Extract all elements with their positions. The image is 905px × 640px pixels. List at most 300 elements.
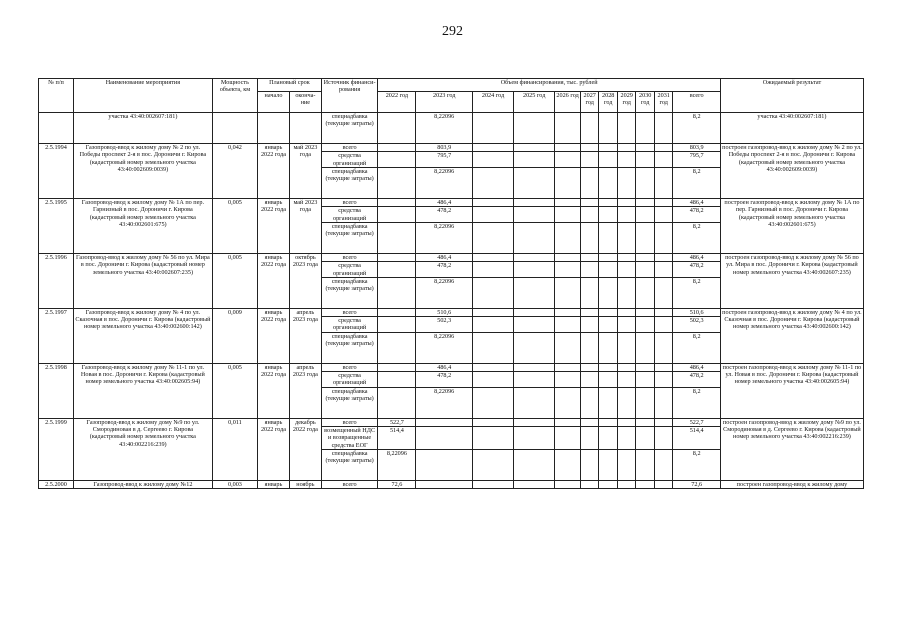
table-row [39,418,864,426]
value-empty [580,152,599,168]
value-empty [580,198,599,206]
value-2022 [378,253,416,261]
value-2022 [378,207,416,223]
value-empty [617,207,636,223]
continuation-source: спецнадбавка (текущие затраты) [321,113,378,144]
item-end: май 2023 года [289,144,321,199]
value-empty [636,418,655,426]
value-2022 [378,198,416,206]
header-year-10: всего [673,92,720,113]
source-cell: возмещенный НДС и возвращенные средства ЕОГ [321,427,378,450]
value-2022 [378,317,416,333]
value-total: 72,6 [673,480,720,488]
source-cell: спецнадбавка (текущие затраты) [321,277,378,308]
value-empty [617,449,636,480]
value-empty [636,480,655,488]
value-empty [514,253,555,261]
value-empty [514,262,555,278]
value-empty [617,480,636,488]
value-empty [654,308,673,316]
header-volume: Объем финансирования, тыс. рублей [378,79,721,92]
value-empty [654,317,673,333]
value-empty [555,262,581,278]
item-name: Газопровод-ввод к жилому дому №12 [73,480,212,488]
value-empty [617,363,636,371]
source-cell: спецнадбавка (текущие затраты) [321,449,378,480]
value-empty [617,253,636,261]
table-row [39,198,864,206]
value-empty [580,387,599,418]
value-empty [555,372,581,388]
value-empty [472,144,513,152]
value-empty [654,222,673,253]
source-cell: всего [321,198,378,206]
header-year-7: 2029 год [617,92,636,113]
item-start: январь 2022 года [258,198,290,253]
header-year-3: 2025 год [514,92,555,113]
value-empty [654,198,673,206]
value-empty [580,449,599,480]
value-empty [555,277,581,308]
value-empty [617,308,636,316]
value-2022: 72,6 [378,480,416,488]
continuation-total: 8,2 [673,113,720,144]
value-2023: 478,2 [416,262,473,278]
financing-table [38,78,864,489]
value-empty [514,372,555,388]
item-result: построен газопровод-ввод к жилому дому [720,480,863,488]
page-number: 292 [442,24,463,39]
value-empty [472,332,513,363]
value-empty [636,144,655,152]
value-empty [580,207,599,223]
value-empty [617,262,636,278]
item-name: Газопровод-ввод к жилому дому №9 по ул. Смородиновая в д. Сергеево г. Кирова (кадастровый номер земельного участка 43:40:002216:239) [73,418,212,480]
value-2023: 510,6 [416,308,473,316]
header-year-4: 2026 год [555,92,581,113]
source-cell: спецнадбавка (текущие затраты) [321,167,378,198]
value-empty [654,387,673,418]
value-empty [617,277,636,308]
value-2023: 8,22096 [416,387,473,418]
value-2022 [378,332,416,363]
value-empty [580,332,599,363]
value-empty [580,372,599,388]
item-start: январь 2022 года [258,418,290,480]
value-empty [599,144,618,152]
value-empty [599,363,618,371]
value-empty [599,387,618,418]
value-2023: 502,3 [416,317,473,333]
value-empty [580,418,599,426]
value-empty [580,480,599,488]
value-empty [599,167,618,198]
header-year-2: 2024 год [472,92,513,113]
value-empty [599,207,618,223]
header-source: Источник финанси-рования [321,79,378,113]
header-period: Плановый срок [258,79,322,92]
value-empty [472,167,513,198]
header-result: Ожидаемый результат [720,79,863,113]
value-empty [580,427,599,450]
value-empty [472,372,513,388]
value-2023: 486,4 [416,198,473,206]
continuation-2023: 8,22096 [416,113,473,144]
value-empty [654,449,673,480]
value-empty [636,332,655,363]
value-empty [654,207,673,223]
source-cell: всего [321,418,378,426]
source-cell: всего [321,253,378,261]
header-year-9: 2031 год [654,92,673,113]
value-empty [617,387,636,418]
value-empty [599,427,618,450]
item-name: Газопровод-ввод к жилому дому № 56 по ул. Мира в пос. Дороничи г. Кирова (кадастровый номер земельного участка 43:40:002607:235) [73,253,212,308]
source-cell: спецнадбавка (текущие затраты) [321,332,378,363]
item-number: 2.5.1998 [39,363,74,418]
value-empty [472,152,513,168]
header-start: начало [258,92,290,113]
value-2022: 8,22096 [378,449,416,480]
source-cell: средства организаций [321,372,378,388]
value-total: 795,7 [673,152,720,168]
value-total: 8,2 [673,387,720,418]
item-name: Газопровод-ввод к жилому дому № 2 по ул. Победы проспект 2-я в пос. Дороничи г. Кирова (кадастровый номер земельного участка 43:40:002609:0039) [73,144,212,199]
value-empty [514,144,555,152]
item-capacity: 0,011 [212,418,257,480]
value-empty [472,222,513,253]
value-empty [636,387,655,418]
value-empty [636,363,655,371]
item-result: построен газопровод-ввод к жилому дому №9 по ул. Смородиновая в д. Сергеево г. Кирова (кадастровый номер земельного участка 43:40:002216:239) [720,418,863,480]
value-total: 8,2 [673,332,720,363]
value-total: 478,2 [673,262,720,278]
value-2022 [378,277,416,308]
value-empty [654,418,673,426]
value-empty [617,332,636,363]
item-name: Газопровод-ввод к жилому дому № 11-1 по ул. Новая в пос. Дороничи г. Кирова (кадастровый номер земельного участка 43:40:002605:94) [73,363,212,418]
value-2023: 795,7 [416,152,473,168]
value-empty [555,144,581,152]
value-empty [555,427,581,450]
value-empty [599,222,618,253]
item-result: построен газопровод-ввод к жилому дому № 1А по пер. Гарнизный в пос. Дороничи г. Кирова (кадастровый номер земельного участка 43:40:002601:675) [720,198,863,253]
value-empty [555,207,581,223]
value-empty [472,480,513,488]
item-name: Газопровод-ввод к жилому дому № 1А по пер. Гарнизный в пос. Дороничи г. Кирова (кадастровый номер земельного участка 43:40:002601:675) [73,198,212,253]
value-empty [472,198,513,206]
value-total: 8,2 [673,167,720,198]
source-cell: средства организаций [321,207,378,223]
value-empty [654,363,673,371]
item-number: 2.5.1995 [39,198,74,253]
header-no: № п/п [39,79,74,113]
value-total: 486,4 [673,363,720,371]
value-2022 [378,363,416,371]
value-empty [599,152,618,168]
value-2022 [378,372,416,388]
value-empty [617,222,636,253]
value-empty [472,253,513,261]
value-empty [514,363,555,371]
value-empty [472,277,513,308]
value-empty [555,317,581,333]
item-number: 2.5.1999 [39,418,74,480]
item-capacity: 0,042 [212,144,257,199]
value-2023: 478,2 [416,372,473,388]
value-empty [514,332,555,363]
header-year-6: 2028 год [599,92,618,113]
value-empty [617,198,636,206]
continuation-row [39,113,864,144]
item-number: 2.5.1997 [39,308,74,363]
value-empty [654,152,673,168]
value-empty [580,262,599,278]
item-end: ноябрь [289,480,321,488]
value-empty [555,480,581,488]
value-total: 522,7 [673,418,720,426]
value-total: 514,4 [673,427,720,450]
value-2023: 486,4 [416,363,473,371]
value-empty [636,427,655,450]
item-start: январь 2022 года [258,253,290,308]
value-empty [555,253,581,261]
value-empty [654,332,673,363]
value-empty [617,152,636,168]
item-name: Газопровод-ввод к жилому дому № 4 по ул. Сказочная в пос. Дороничи г. Кирова (кадастровый номер земельного участка 43:40:002600:142) [73,308,212,363]
value-empty [514,427,555,450]
source-cell: средства организаций [321,262,378,278]
value-empty [514,418,555,426]
source-cell: всего [321,144,378,152]
value-empty [599,317,618,333]
value-empty [514,222,555,253]
value-empty [636,198,655,206]
value-empty [617,144,636,152]
value-empty [555,387,581,418]
value-total: 502,3 [673,317,720,333]
value-empty [636,372,655,388]
value-empty [555,167,581,198]
value-2022: 522,7 [378,418,416,426]
item-end: апрель 2023 года [289,363,321,418]
continuation-result: участка 43:40:002607:181) [720,113,863,144]
value-empty [599,262,618,278]
value-empty [599,253,618,261]
value-2023: 486,4 [416,253,473,261]
value-empty [654,277,673,308]
value-empty [514,449,555,480]
value-2022 [378,167,416,198]
value-2022 [378,152,416,168]
header-name: Наименование мероприятия [73,79,212,113]
value-2023 [416,449,473,480]
value-empty [636,449,655,480]
item-number: 2.5.1996 [39,253,74,308]
table-row [39,144,864,152]
item-start: январь 2022 года [258,144,290,199]
value-empty [654,480,673,488]
value-total: 8,2 [673,449,720,480]
value-empty [514,207,555,223]
source-cell: средства организаций [321,317,378,333]
value-empty [555,222,581,253]
value-empty [654,372,673,388]
item-capacity: 0,005 [212,363,257,418]
value-empty [636,207,655,223]
value-2022 [378,144,416,152]
value-empty [654,427,673,450]
item-start: январь 2022 года [258,308,290,363]
value-2023: 8,22096 [416,277,473,308]
value-empty [416,480,473,488]
value-2023: 8,22096 [416,222,473,253]
value-2023: 8,22096 [416,332,473,363]
value-empty [555,363,581,371]
value-empty [617,418,636,426]
value-empty [580,253,599,261]
value-empty [514,198,555,206]
value-empty [636,317,655,333]
value-empty [599,372,618,388]
value-empty [599,277,618,308]
value-total: 8,2 [673,277,720,308]
value-2022 [378,387,416,418]
value-2022 [378,262,416,278]
value-empty [654,262,673,278]
value-empty [617,427,636,450]
item-capacity: 0,009 [212,308,257,363]
value-empty [617,317,636,333]
value-empty [555,449,581,480]
value-empty [472,308,513,316]
value-empty [617,372,636,388]
item-capacity: 0,003 [212,480,257,488]
value-empty [636,262,655,278]
value-empty [580,277,599,308]
value-2023: 8,22096 [416,167,473,198]
value-empty [555,332,581,363]
value-total: 486,4 [673,253,720,261]
item-capacity: 0,005 [212,198,257,253]
value-empty [472,449,513,480]
table-row [39,363,864,371]
value-2023: 803,9 [416,144,473,152]
value-total: 510,6 [673,308,720,316]
value-empty [472,262,513,278]
value-empty [599,308,618,316]
value-empty [472,363,513,371]
value-empty [555,198,581,206]
item-result: построен газопровод-ввод к жилому дому № 4 по ул. Сказочная в пос. Дороничи г. Кирова (кадастровый номер земельного участка 43:40:002600:142) [720,308,863,363]
value-empty [636,277,655,308]
source-cell: спецнадбавка (текущие затраты) [321,387,378,418]
header-capacity: Мощность объекта, км [212,79,257,113]
value-empty [599,449,618,480]
header-year-0: 2022 год [378,92,416,113]
value-total: 8,2 [673,222,720,253]
item-start: январь 2022 года [258,363,290,418]
value-total: 803,9 [673,144,720,152]
value-2022 [378,222,416,253]
value-empty [472,317,513,333]
item-start: январь [258,480,290,488]
item-result: построен газопровод-ввод к жилому дому № 11-1 по ул. Новая в пос. Дороничи г. Кирова (кадастровый номер земельного участка 43:40:002605:94) [720,363,863,418]
value-empty [514,152,555,168]
value-empty [555,418,581,426]
value-empty [472,387,513,418]
value-empty [599,198,618,206]
value-empty [654,253,673,261]
value-empty [472,427,513,450]
value-empty [636,308,655,316]
value-2022 [378,308,416,316]
value-empty [599,418,618,426]
value-empty [617,167,636,198]
value-2023: 478,2 [416,207,473,223]
value-empty [599,480,618,488]
header-year-5: 2027 год [580,92,599,113]
source-cell: всего [321,308,378,316]
value-empty [580,167,599,198]
value-empty [555,152,581,168]
header-end: оконча-ние [289,92,321,113]
item-number: 2.5.2000 [39,480,74,488]
value-2023 [416,427,473,450]
value-2022: 514,4 [378,427,416,450]
value-empty [514,308,555,316]
value-total: 486,4 [673,198,720,206]
item-result: построен газопровод-ввод к жилому дому № 56 по ул. Мира в пос. Дороничи г. Кирова (кадастровый номер земельного участка 43:40:002607:235) [720,253,863,308]
value-empty [580,222,599,253]
value-empty [580,144,599,152]
item-capacity: 0,005 [212,253,257,308]
source-cell: спецнадбавка (текущие затраты) [321,222,378,253]
item-end: декабрь 2022 года [289,418,321,480]
value-total: 478,2 [673,372,720,388]
value-empty [514,167,555,198]
value-empty [472,418,513,426]
value-empty [636,152,655,168]
value-empty [599,332,618,363]
value-empty [514,480,555,488]
value-empty [636,222,655,253]
value-empty [580,363,599,371]
item-result: построен газопровод-ввод к жилому дому № 2 по ул. Победы проспект 2-я в пос. Дороничи г. Кирова (кадастровый номер земельного участка 43:40:002609:0039) [720,144,863,199]
item-number: 2.5.1994 [39,144,74,199]
value-empty [580,317,599,333]
table-row [39,253,864,261]
value-empty [636,253,655,261]
source-cell: всего [321,363,378,371]
table-row-last [39,480,864,488]
source-cell: средства организаций [321,152,378,168]
continuation-name: участка 43:40:002607:181) [73,113,212,144]
value-2023 [416,418,473,426]
item-end: октябрь 2023 года [289,253,321,308]
value-empty [514,387,555,418]
value-empty [555,308,581,316]
value-empty [654,144,673,152]
item-end: май 2023 года [289,198,321,253]
value-empty [472,207,513,223]
value-empty [514,317,555,333]
header-year-8: 2030 год [636,92,655,113]
table-row [39,308,864,316]
item-end: апрель 2023 года [289,308,321,363]
value-empty [636,167,655,198]
source-cell: всего [321,480,378,488]
